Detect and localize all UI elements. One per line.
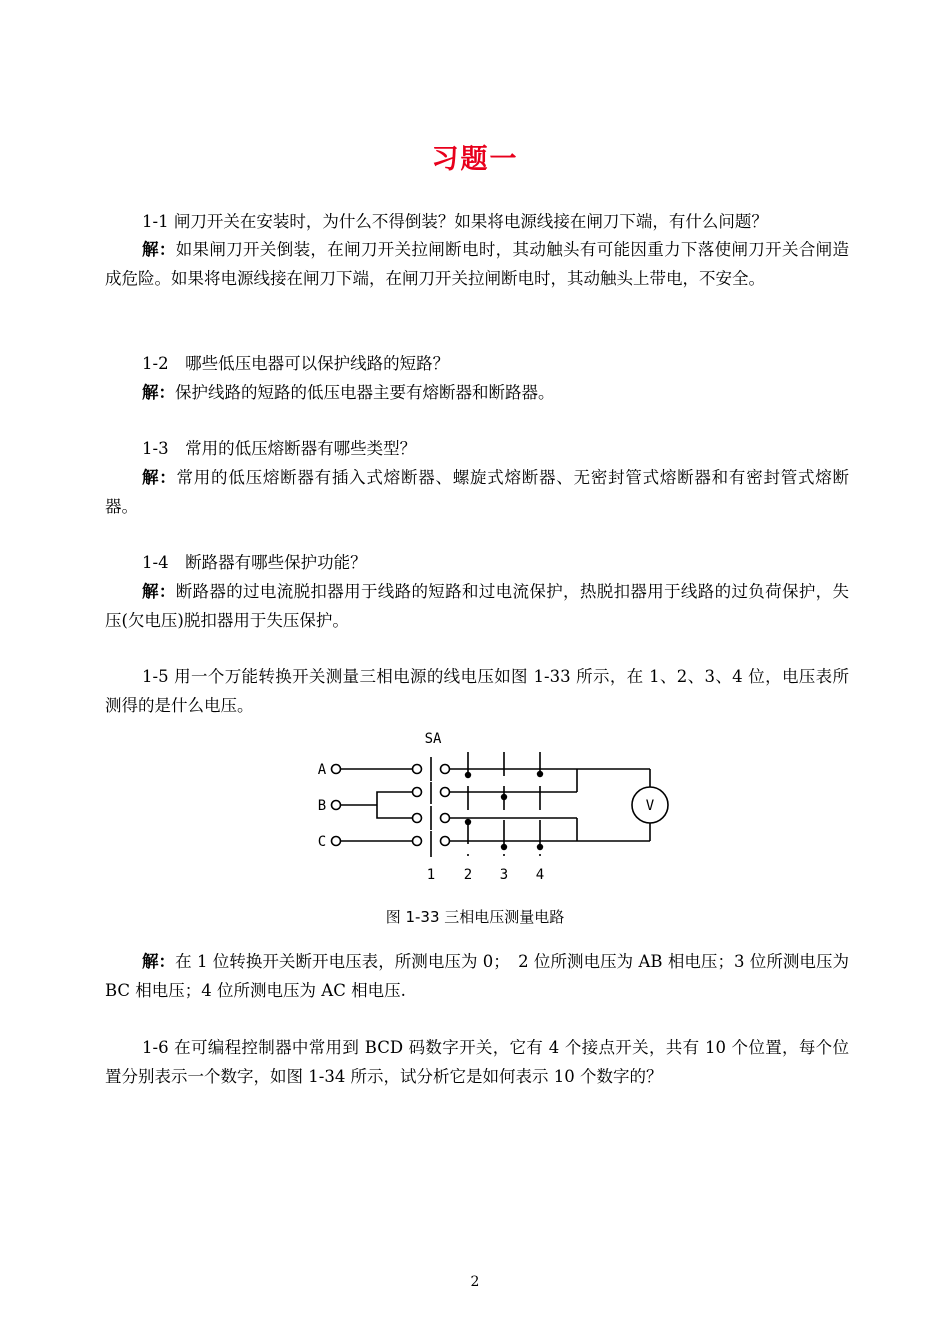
page-title: 习题一 bbox=[431, 144, 519, 175]
phase-label-b: B bbox=[317, 798, 327, 814]
answer-label: 解： bbox=[142, 582, 176, 601]
answer-text: 在 1 位转换开关断开电压表，所测电压为 0； 2 位所测电压为 AB 相电压；3 位所测电压为 BC 相电压；4 位所测电压为 AC 相电压. bbox=[105, 952, 850, 1000]
answer-1-2 bbox=[105, 379, 849, 408]
position-label-4: 4 bbox=[535, 867, 545, 883]
question-1-2: 1-2 哪些低压电器可以保护线路的短路？ bbox=[142, 354, 450, 373]
answer-1-4 bbox=[105, 578, 849, 635]
meter-label: V bbox=[645, 798, 655, 814]
figure-caption: 图 1-33 三相电压测量电路 bbox=[385, 908, 565, 926]
page-number: 2 bbox=[470, 1274, 480, 1290]
answer-text: 保护线路的短路的低压电器主要有熔断器和断路器。 bbox=[175, 383, 555, 402]
answer-text: 断路器的过电流脱扣器用于线路的短路和过电流保护，热脱扣器用于线路的过负荷保护，失压(欠电压)脱扣器用于失压保护。 bbox=[105, 582, 850, 630]
question-1-4: 1-4 断路器有哪些保护功能？ bbox=[142, 553, 367, 572]
answer-text: 如果闸刀开关倒装，在闸刀开关拉闸断电时，其动触头有可能因重力下落使闸刀开关合闸造成危险。如果将电源线接在闸刀下端，在闸刀开关拉闸断电时，其动触头上带电，不安全。 bbox=[105, 240, 850, 288]
terminal-c bbox=[332, 837, 341, 846]
question-1-1: 1-1 闸刀开关在安装时，为什么不得倒装？如果将电源线接在闸刀下端，有什么问题？ bbox=[142, 212, 768, 231]
answer-1-3 bbox=[105, 464, 849, 521]
answer-1-1 bbox=[105, 236, 849, 293]
question-1-5: 1-5 用一个万能转换开关测量三相电源的线电压如图 1-33 所示，在 1、2、3、4 位，电压表所测得的是什么电压。 bbox=[105, 667, 849, 715]
position-label-3: 3 bbox=[499, 867, 509, 883]
answer-text: 常用的低压熔断器有插入式熔断器、螺旋式熔断器、无密封管式熔断器和有密封管式熔断器。 bbox=[105, 468, 850, 516]
terminal-b bbox=[332, 801, 341, 810]
question-1-6: 1-6 在可编程控制器中常用到 BCD 码数字开关，它有 4 个接点开关，共有 10 个位置，每个位置分别表示一个数字，如图 1-34 所示，试分析它是如何表示 10 个数字的？ bbox=[105, 1038, 849, 1086]
terminal-a bbox=[332, 765, 341, 774]
phase-label-a: A bbox=[317, 762, 327, 778]
position-label-1: 1 bbox=[426, 867, 436, 883]
answer-label: 解： bbox=[142, 952, 176, 971]
circuit-diagram bbox=[300, 724, 680, 894]
position-label-2: 2 bbox=[463, 867, 473, 883]
switch-label: SA bbox=[424, 731, 442, 747]
answer-1-5 bbox=[105, 948, 849, 1005]
question-1-3: 1-3 常用的低压熔断器有哪些类型？ bbox=[142, 439, 417, 458]
phase-label-c: C bbox=[317, 834, 327, 850]
answer-label: 解： bbox=[142, 240, 176, 259]
answer-label: 解： bbox=[142, 383, 175, 402]
answer-label: 解： bbox=[142, 468, 177, 487]
